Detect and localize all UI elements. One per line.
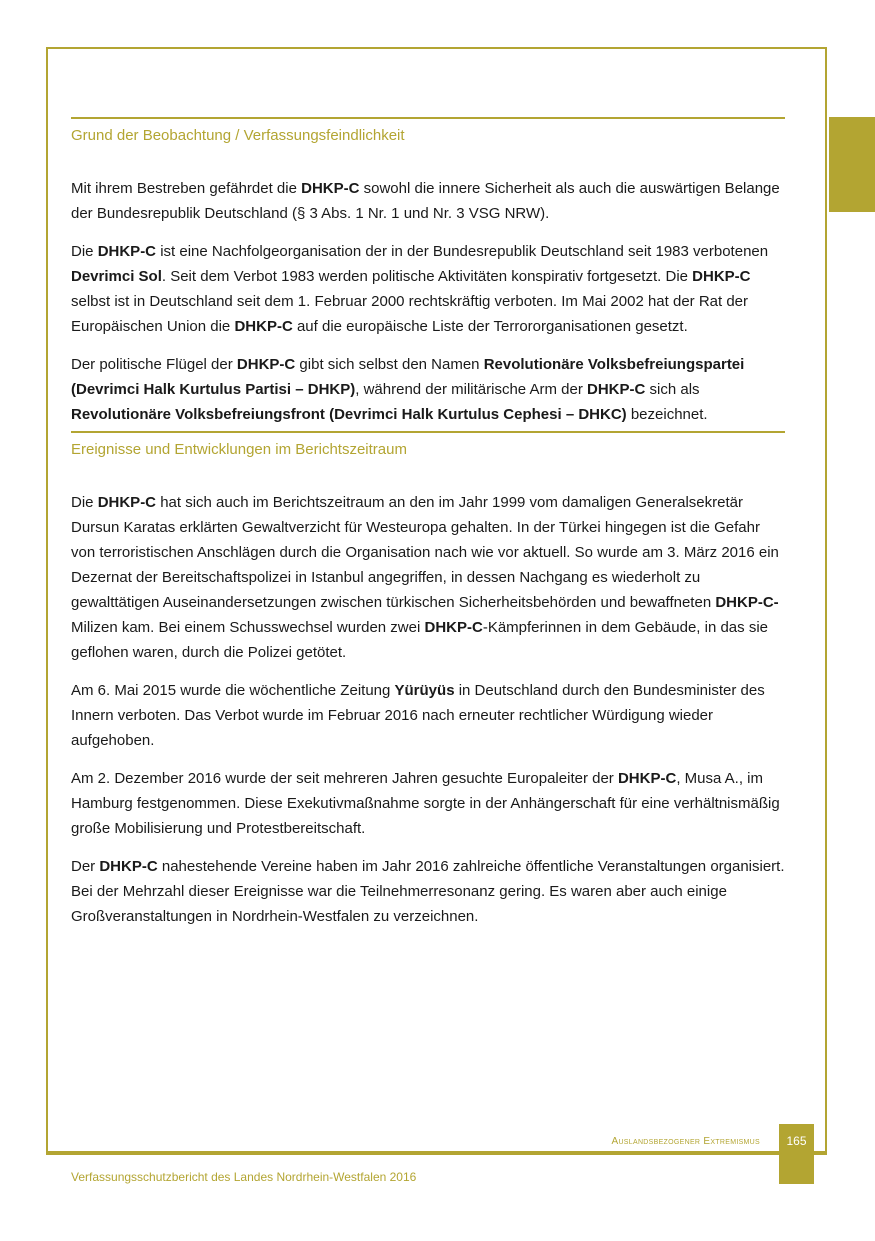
text-run: , während der militärische Arm der xyxy=(355,381,588,398)
bold-term: DHKP-C xyxy=(236,356,296,373)
text-run: selbst ist in Deutschland seit dem 1. Februar 2000 rechtskräftig verboten. Im Mai 2002 hat der Rat der Europäischen Union die xyxy=(71,293,749,335)
section-heading: Ereignisse und Entwicklungen im Berichtszeitraum xyxy=(71,441,407,458)
section-observation-grounds xyxy=(71,117,785,427)
text-run: Die xyxy=(71,494,98,511)
text-run: Mit ihrem Bestreben gefährdet die xyxy=(71,180,302,197)
chapter-label: Auslandsbezogener Extremismus xyxy=(611,1136,760,1147)
paragraph xyxy=(71,854,785,929)
text-run: gibt sich selbst den Namen xyxy=(295,356,484,373)
bold-term: Revolutionäre Volksbefreiungsfront (Devrimci Halk Kurtulus Cephesi – DHKC) xyxy=(71,406,627,423)
section-heading: Grund der Beobachtung / Verfassungsfeindlichkeit xyxy=(71,127,405,144)
text-run: bezeichnet. xyxy=(626,406,708,423)
bold-term: DHKP-C xyxy=(97,494,157,511)
main-content xyxy=(71,117,785,942)
paragraph xyxy=(71,239,785,339)
text-run: -Kämpferinnen in dem Gebäude, in das sie geflohen waren, durch die Polizei getötet. xyxy=(71,619,768,661)
bold-term: DHKP-C xyxy=(99,858,158,875)
section-events-developments xyxy=(71,431,785,929)
text-run: sich als xyxy=(645,381,700,398)
bold-term: DHKP-C xyxy=(234,318,293,335)
paragraph xyxy=(71,352,785,427)
report-title: Verfassungsschutzbericht des Landes Nordrhein-Westfalen 2016 xyxy=(71,1170,417,1184)
text-run: . Seit dem Verbot 1983 werden politische Aktivitäten konspirativ fortgesetzt. Die xyxy=(161,268,693,285)
text-run: , Musa A., im Hamburg festgenommen. Diese Exekutivmaßnahme sorgte in der Anhängerschaft für eine verhältnismäßig große Mobilisierung und Protestbereitschaft. xyxy=(71,770,780,837)
bold-term: Revolutionäre Volksbefreiungspartei (Devrimci Halk Kurtulus Partisi – DHKP) xyxy=(71,356,745,398)
text-run: Der xyxy=(71,858,100,875)
footer-divider xyxy=(46,1153,827,1155)
text-run: in Deutschland durch den Bundesminister des Innern verboten. Das Verbot wurde im Februar 2016 nach erneuter rechtlicher Würdigung wieder aufgehoben. xyxy=(71,682,765,749)
paragraph xyxy=(71,766,785,841)
text-run: Milizen kam. Bei einem Schusswechsel wurden zwei xyxy=(71,619,425,636)
chapter-tab-marker xyxy=(829,117,875,212)
text-run: Der politische Flügel der xyxy=(71,356,237,373)
paragraph xyxy=(71,176,785,226)
text-run: Die xyxy=(71,243,98,260)
bold-term: Yürüyüs xyxy=(394,682,455,699)
bold-term: DHKP-C xyxy=(692,268,751,285)
text-run: Am 2. Dezember 2016 wurde der seit mehreren Jahren gesuchte Europaleiter der xyxy=(71,770,618,787)
paragraph xyxy=(71,678,785,753)
bold-term: DHKP-C xyxy=(301,180,360,197)
text-run: sowohl die innere Sicherheit als auch die auswärtigen Belange der Bundesrepublik Deutschland (§ 3 Abs. 1 Nr. 1 und Nr. 3 VSG NRW). xyxy=(71,180,780,222)
text-run: nahestehende Vereine haben im Jahr 2016 zahlreiche öffentliche Veranstaltungen organisiert. Bei der Mehrzahl dieser Ereignisse war die Teilnehmerresonanz gering. Es waren aber auch einige Großveranstaltungen in Nordrhein-Westfalen zu verzeichnen. xyxy=(71,858,785,925)
page-number: 165 xyxy=(779,1124,814,1184)
paragraph xyxy=(71,490,785,665)
bold-term: DHKP-C- xyxy=(715,594,779,611)
section-divider xyxy=(71,431,785,433)
text-run: hat sich auch im Berichtszeitraum an den im Jahr 1999 vom damaligen Generalsekretär Dursun Karatas erklärten Gewaltverzicht für Westeuropa gehalten. In der Türkei hingegen ist die Gefahr von terroristischen Anschlägen durch die Organisation nach wie vor aktuell. So wurde am 3. März 2016 ein Dezernat der Bereitschaftspolizei in Istanbul angegriffen, in dessen Nachgang es wiederholt zu gewalttätigen Auseinandersetzungen zwischen türkischen Sicherheitsbehörden und bewaffneten xyxy=(71,494,779,611)
bold-term: Devrimci Sol xyxy=(71,268,162,285)
text-run: auf die europäische Liste der Terrororganisationen gesetzt. xyxy=(292,318,688,335)
bold-term: DHKP-C xyxy=(587,381,646,398)
section-divider xyxy=(71,117,785,119)
bold-term: DHKP-C xyxy=(617,770,677,787)
bold-term: DHKP-C xyxy=(424,619,483,636)
text-run: ist eine Nachfolgeorganisation der in der Bundesrepublik Deutschland seit 1983 verbotenen xyxy=(156,243,769,260)
bold-term: DHKP-C xyxy=(97,243,157,260)
text-run: Am 6. Mai 2015 wurde die wöchentliche Zeitung xyxy=(71,682,395,699)
